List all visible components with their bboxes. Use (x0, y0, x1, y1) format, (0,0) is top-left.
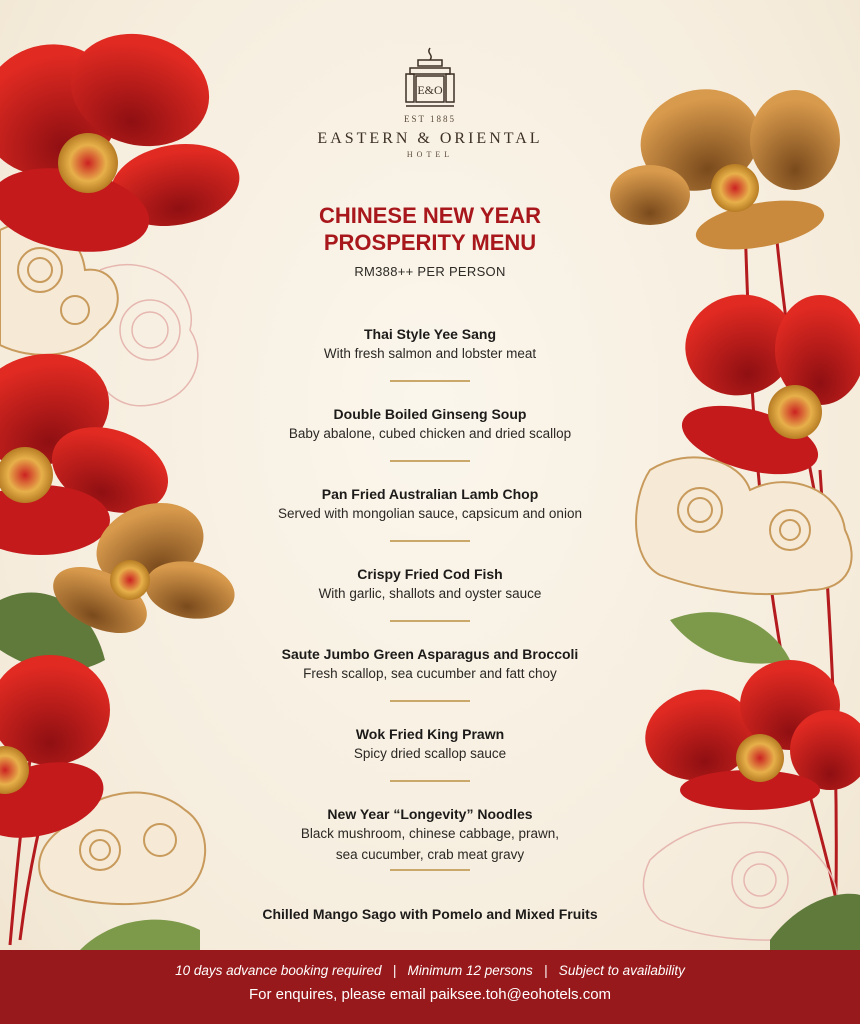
dish-name: Double Boiled Ginseng Soup (333, 406, 527, 422)
gold-divider (390, 620, 470, 622)
dish-description: Black mushroom, chinese cabbage, prawn, (300, 826, 560, 841)
menu-item (0, 565, 860, 645)
menu-item (0, 405, 860, 485)
dish-description: Baby abalone, cubed chicken and dried scallop (288, 426, 572, 441)
dish-name: Chilled Mango Sago with Pomelo and Mixed Fruits (262, 906, 598, 922)
menu-title-line-2: PROSPERITY MENU (323, 230, 537, 255)
eo-crest-icon (402, 46, 458, 112)
dish-description: sea cucumber, crab meat gravy (335, 847, 525, 862)
gold-divider (390, 869, 470, 871)
gold-divider (390, 780, 470, 782)
footer-bar (0, 950, 860, 1024)
gold-divider (390, 700, 470, 702)
est-label: EST 1885 (403, 114, 457, 124)
booking-terms: 10 days advance booking required | Minimum 12 persons | Subject to availability (175, 963, 685, 978)
dish-description: With garlic, shallots and oyster sauce (318, 586, 542, 601)
dish-name: New Year “Longevity” Noodles (327, 806, 533, 822)
dish-name: Crispy Fried Cod Fish (357, 566, 503, 582)
menu-item (0, 645, 860, 725)
enquiry-contact: For enquires, please email paiksee.toh@eohotels.com (248, 986, 612, 1003)
dish-name: Thai Style Yee Sang (363, 326, 497, 342)
dish-name: Pan Fried Australian Lamb Chop (321, 486, 539, 502)
hotel-label: HOTEL (406, 150, 454, 159)
dish-name: Saute Jumbo Green Asparagus and Broccoli (281, 646, 579, 662)
dish-description: Served with mongolian sauce, capsicum and onion (278, 506, 582, 521)
dish-description: With fresh salmon and lobster meat (323, 346, 537, 361)
hotel-logo (0, 46, 860, 159)
gold-divider (390, 460, 470, 462)
menu-item (0, 325, 860, 405)
menu-item (0, 725, 860, 805)
menu-item (0, 805, 860, 905)
svg-text:E&O: E&O (417, 83, 443, 97)
menu-list (0, 325, 860, 985)
price-label: RM388++ PER PERSON (354, 264, 506, 279)
brand-name: EASTERN & ORIENTAL (317, 130, 543, 147)
gold-divider (390, 540, 470, 542)
menu-title-line-1: CHINESE NEW YEAR (318, 203, 542, 228)
gold-divider (390, 380, 470, 382)
dish-description: Fresh scallop, sea cucumber and fatt choy (303, 666, 557, 681)
dish-description: Spicy dried scallop sauce (353, 746, 507, 761)
menu-title (0, 202, 860, 256)
dish-name: Wok Fried King Prawn (355, 726, 505, 742)
menu-item (0, 485, 860, 565)
